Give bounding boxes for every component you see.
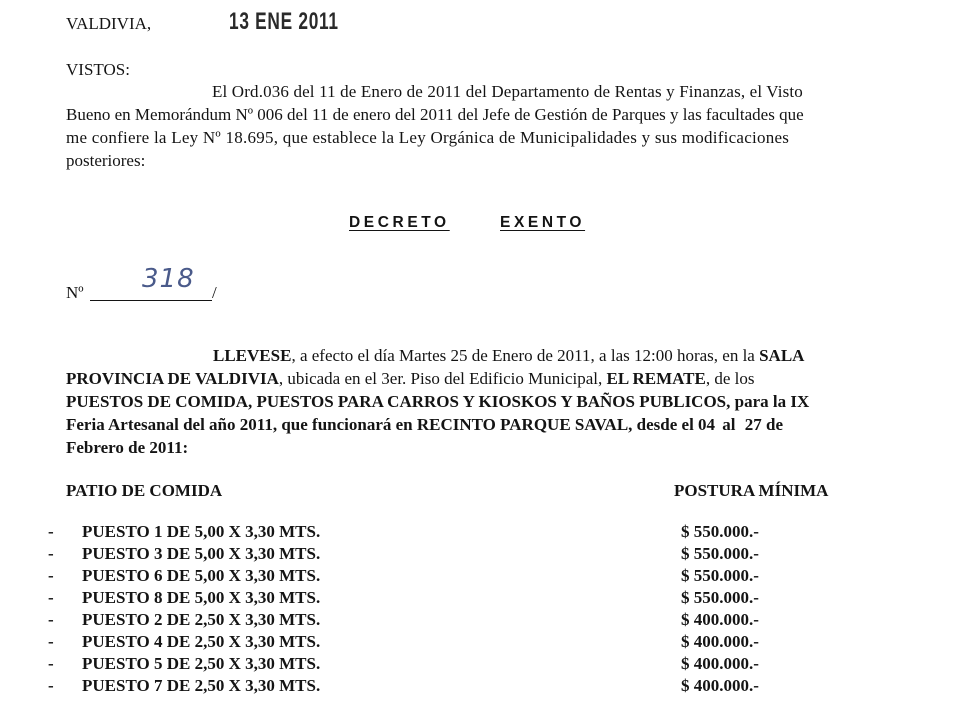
table-row <box>0 676 960 698</box>
row-dash: - <box>48 654 54 673</box>
decree-number-handwritten: 318 <box>142 264 195 294</box>
row-dash: - <box>48 632 54 651</box>
row-item: PUESTO 7 DE 2,50 X 3,30 MTS. <box>82 676 321 695</box>
decree-number-suffix: / <box>212 283 217 302</box>
row-price: $ 400.000.- <box>681 676 759 695</box>
row-price: $ 400.000.- <box>681 632 759 651</box>
vistos-line-1: El Ord.036 del 11 de Enero de 2011 del Departamento de Rentas y Finanzas, el Visto <box>212 82 803 101</box>
row-item: PUESTO 8 DE 5,00 X 3,30 MTS. <box>82 588 321 607</box>
row-item: PUESTO 6 DE 5,00 X 3,30 MTS. <box>82 566 321 585</box>
body-line-4-al: al <box>722 415 736 434</box>
body-line-1-text: , a efecto el día Martes 25 de Enero de 2011, a las 12:00 horas, en la <box>291 346 760 365</box>
row-item: PUESTO 2 DE 2,50 X 3,30 MTS. <box>82 610 321 629</box>
table-header-right: POSTURA MÍNIMA <box>674 481 829 500</box>
row-price: $ 550.000.- <box>681 566 759 585</box>
table-row <box>0 632 960 654</box>
row-dash: - <box>48 566 54 585</box>
row-dash: - <box>48 610 54 629</box>
row-price: $ 400.000.- <box>681 610 759 629</box>
decree-title-word-2: EXENTO <box>500 214 586 231</box>
vistos-line-2: Bueno en Memorándum Nº 006 del 11 de enero del 2011 del Jefe de Gestión de Parques y las facultades que <box>66 105 804 124</box>
row-item: PUESTO 1 DE 5,00 X 3,30 MTS. <box>82 522 321 541</box>
vistos-line-3: me confiere la Ley Nº 18.695, que establece la Ley Orgánica de Municipalidades y sus modificaciones <box>66 128 790 147</box>
row-price: $ 550.000.- <box>681 522 759 541</box>
llevese-word: LLEVESE <box>213 346 292 365</box>
row-price: $ 550.000.- <box>681 544 759 563</box>
body-line-2-end: , de los <box>705 369 755 388</box>
row-item: PUESTO 5 DE 2,50 X 3,30 MTS. <box>82 654 321 673</box>
row-price: $ 550.000.- <box>681 588 759 607</box>
table-row <box>0 654 960 676</box>
decree-number-line <box>90 300 212 301</box>
decree-title-word-1: DECRETO <box>349 214 450 231</box>
date-stamp: 13 ENE 2011 <box>229 8 339 35</box>
row-dash: - <box>48 588 54 607</box>
decree-number-prefix: Nº <box>66 283 84 302</box>
body-line-2-text: , ubicada en el 3er. Piso del Edificio Municipal, <box>278 369 607 388</box>
table-row <box>0 522 960 544</box>
body-line-1 <box>213 346 804 366</box>
table-row <box>0 588 960 610</box>
provincia-text: PROVINCIA DE VALDIVIA <box>66 369 279 388</box>
table-row <box>0 544 960 566</box>
body-line-4-end: 27 de <box>744 415 784 434</box>
row-dash: - <box>48 676 54 695</box>
body-line-4 <box>66 415 783 435</box>
table-header-left: PATIO DE COMIDA <box>66 481 223 500</box>
row-dash: - <box>48 522 54 541</box>
body-line-2 <box>66 369 754 389</box>
row-dash: - <box>48 544 54 563</box>
city-label: VALDIVIA, <box>66 14 152 33</box>
remate-text: EL REMATE <box>606 369 706 388</box>
body-line-4-text: Feria Artesanal del año 2011, que funcionará en RECINTO PARQUE SAVAL, desde el 04 <box>66 415 716 434</box>
body-line-5: Febrero de 2011: <box>66 438 189 457</box>
body-line-3: PUESTOS DE COMIDA, PUESTOS PARA CARROS Y KIOSKOS Y BAÑOS PUBLICOS, para la IX <box>66 392 810 411</box>
vistos-label: VISTOS: <box>66 60 130 79</box>
row-item: PUESTO 4 DE 2,50 X 3,30 MTS. <box>82 632 321 651</box>
vistos-line-4: posteriores: <box>66 151 146 170</box>
table-row <box>0 566 960 588</box>
row-price: $ 400.000.- <box>681 654 759 673</box>
sala-word: SALA <box>759 346 805 365</box>
table-row <box>0 610 960 632</box>
row-item: PUESTO 3 DE 5,00 X 3,30 MTS. <box>82 544 321 563</box>
